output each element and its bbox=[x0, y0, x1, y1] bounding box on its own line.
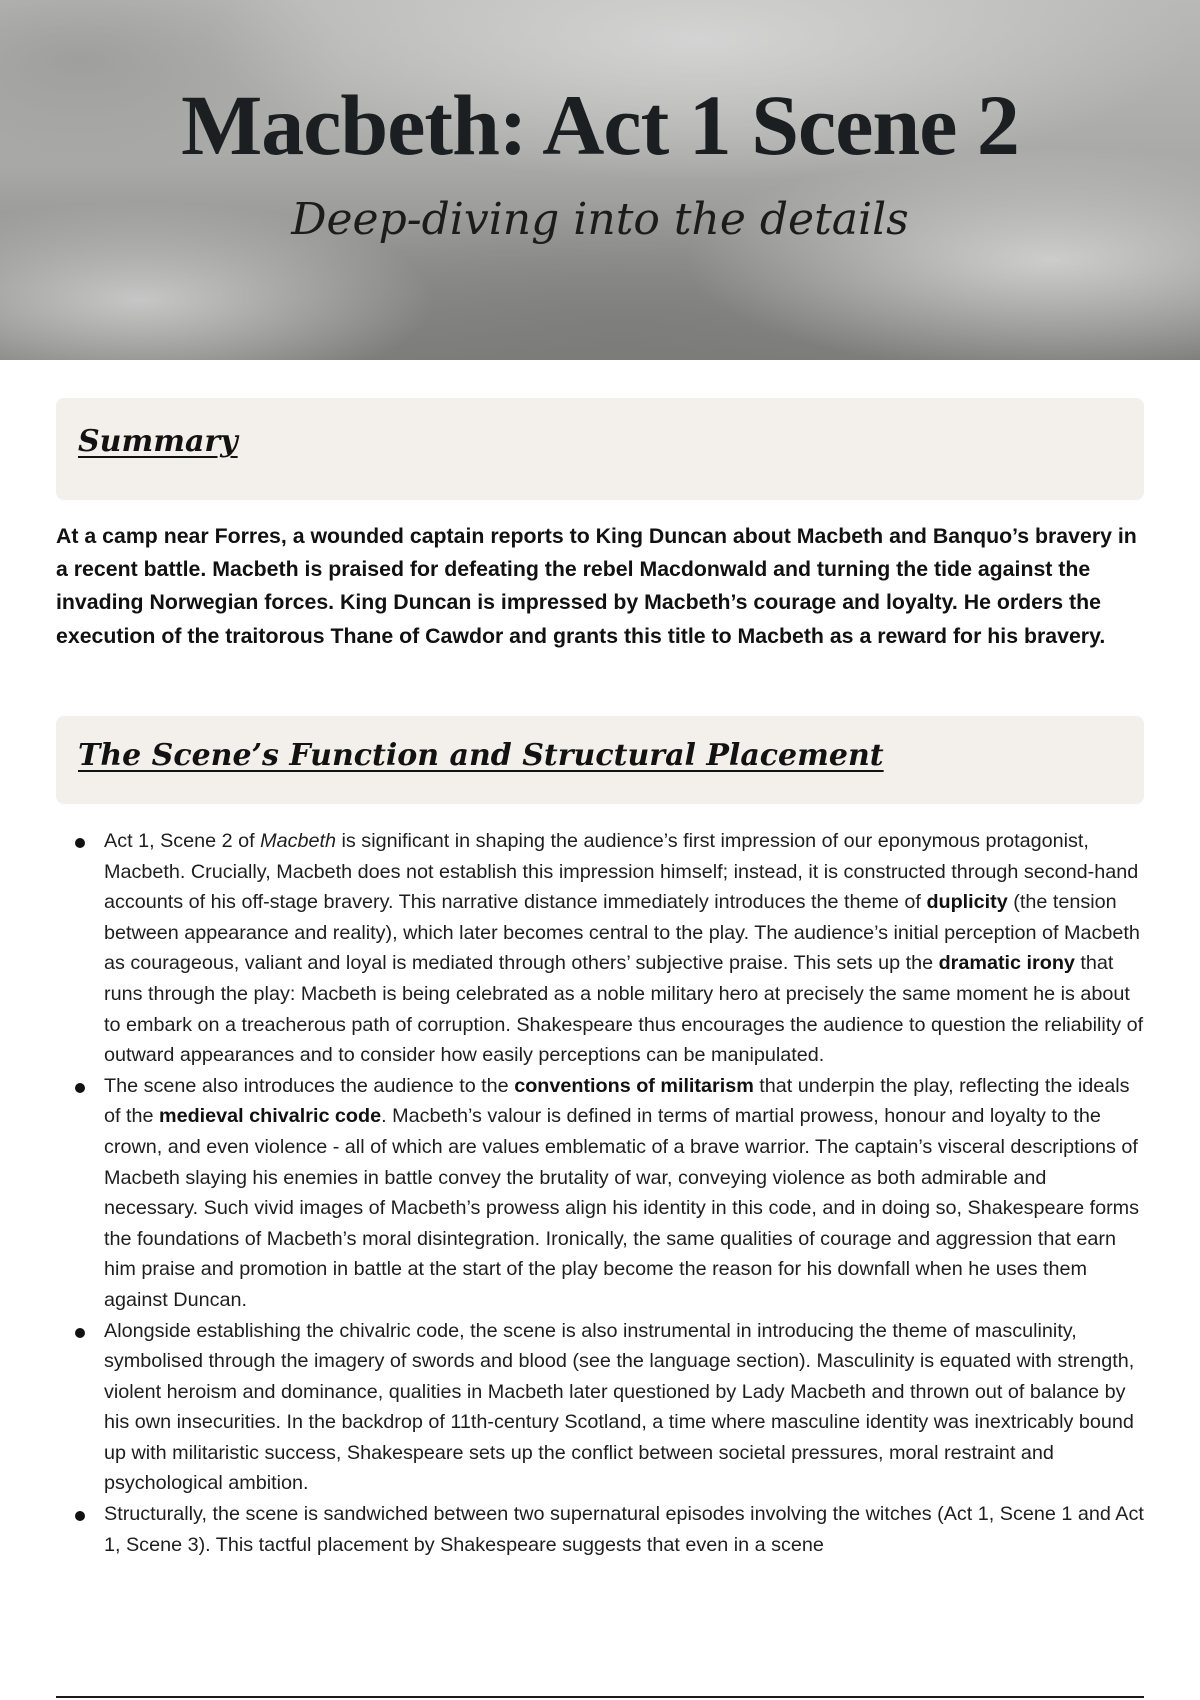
summary-heading: Summary bbox=[78, 424, 238, 459]
function-heading: The Scene’s Function and Structural Placement bbox=[78, 738, 884, 773]
bullet-icon bbox=[75, 838, 85, 848]
key-term: conventions of militarism bbox=[514, 1074, 754, 1097]
function-bullet-list bbox=[56, 826, 1146, 1560]
bullet-item: The scene also introduces the audience to the conventions of militarism that underpin the play, reflecting the ideals of the medieval chivalric code. Macbeth’s valour is defined in terms of martial prowess, honour and loyalty to the crown, and even violence - all of which are values emblematic of a brave warrior. The captain’s visceral descriptions of Macbeth slaying his enemies in battle convey the brutality of war, conveying violence as both admirable and necessary. Such vivid images of Macbeth’s prowess align his identity in this code, and in doing so, Shakespeare forms the foundations of Macbeth’s moral disintegration. Ironically, the same qualities of courage and aggression that earn him praise and promotion in battle at the start of the play become the reason for his downfall when he uses them against Duncan. bbox=[56, 1071, 1146, 1316]
bullet-icon bbox=[75, 1511, 85, 1521]
page-title: Macbeth: Act 1 Scene 2 bbox=[181, 77, 1019, 173]
bullet-icon bbox=[75, 1328, 85, 1338]
bullet-icon bbox=[75, 1083, 85, 1093]
summary-section-header bbox=[56, 398, 1144, 500]
footer-divider bbox=[56, 1696, 1144, 1698]
key-term: dramatic irony bbox=[938, 952, 1075, 975]
key-term: duplicity bbox=[926, 891, 1008, 914]
bullet-item: Structurally, the scene is sandwiched between two supernatural episodes involving the witches (Act 1, Scene 1 and Act 1, Scene 3). This tactful placement by Shakespeare suggests that even in a scene bbox=[56, 1499, 1146, 1560]
bullet-item: Alongside establishing the chivalric code, the scene is also instrumental in introducing the theme of masculinity, symbolised through the imagery of swords and blood (see the language section). Masculinity is equated with strength, violent heroism and dominance, qualities in Macbeth later questioned by Lady Macbeth and thrown out of balance by his own insecurities. In the backdrop of 11th-century Scotland, a time where masculine identity was inextricably bound up with militaristic success, Shakespeare sets up the conflict between societal pressures, moral restraint and psychological ambition. bbox=[56, 1316, 1146, 1500]
play-title-emphasis: Macbeth bbox=[260, 830, 337, 852]
page-subtitle: Deep-diving into the details bbox=[291, 194, 909, 245]
key-term: medieval chivalric code bbox=[159, 1105, 382, 1128]
header-banner bbox=[0, 0, 1200, 360]
summary-paragraph: At a camp near Forres, a wounded captain reports to King Duncan about Macbeth and Banquo’s bravery in a recent battle. Macbeth is praised for defeating the rebel Macdonwald and turning the tide against the invading Norwegian forces. King Duncan is impressed by Macbeth’s courage and loyalty. He orders the execution of the traitorous Thane of Cawdor and grants this title to Macbeth as a reward for his bravery. bbox=[56, 524, 1137, 648]
bullet-item: Act 1, Scene 2 of Macbeth is significant in shaping the audience’s first impression of our eponymous protagonist, Macbeth. Crucially, Macbeth does not establish this impression himself; instead, it is constructed through second-hand accounts of his off-stage bravery. This narrative distance immediately introduces the theme of duplicity (the tension between appearance and reality), which later becomes central to the play. The audience’s initial perception of Macbeth as courageous, valiant and loyal is mediated through others’ subjective praise. This sets up the dramatic irony that runs through the play: Macbeth is being celebrated as a noble military hero at precisely the same moment he is about to embark on a treacherous path of corruption. Shakespeare thus encourages the audience to question the reliability of outward appearances and to consider how easily perceptions can be manipulated. bbox=[56, 826, 1146, 1071]
function-section-header bbox=[56, 716, 1144, 804]
